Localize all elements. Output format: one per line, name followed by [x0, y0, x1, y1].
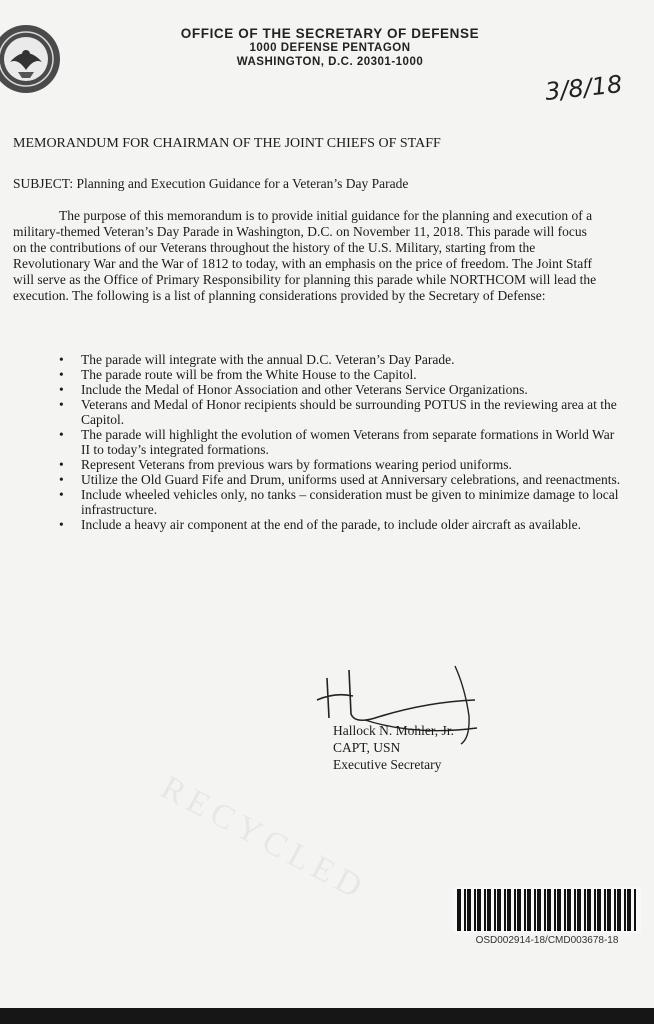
barcode-bar — [507, 889, 511, 931]
barcode-bar — [594, 889, 596, 931]
barcode-bar — [567, 889, 571, 931]
barcode-bar — [497, 889, 501, 931]
memo-recipient: MEMORANDUM FOR CHAIRMAN OF THE JOINT CHIEFS OF STAFF — [13, 136, 441, 151]
barcode-bar — [514, 889, 516, 931]
barcode-bar — [527, 889, 531, 931]
list-item: • The parade will integrate with the annual D.C. Veteran’s Day Parade. — [81, 352, 626, 367]
barcode-bar — [607, 889, 611, 931]
barcode-bar — [614, 889, 616, 931]
letterhead-address: 1000 DEFENSE PENTAGON — [249, 42, 411, 54]
recycled-watermark: RECYCLED — [154, 768, 374, 909]
letterhead — [120, 26, 540, 69]
barcode-bar — [564, 889, 566, 931]
barcode-bar — [534, 889, 536, 931]
barcode-bar — [484, 889, 486, 931]
signer-title: Executive Secretary — [333, 757, 442, 772]
letterhead-office: OFFICE OF THE SECRETARY OF DEFENSE — [180, 26, 480, 41]
bottom-bar — [0, 1008, 654, 1024]
barcode-bar — [474, 889, 476, 931]
planning-considerations-list — [81, 352, 626, 532]
list-item: • The parade route will be from the White House to the Capitol. — [81, 367, 626, 382]
barcode-text: OSD002914-18/CMD003678-18 — [475, 935, 619, 946]
signer-rank: CAPT, USN — [333, 740, 401, 755]
barcode-bar — [547, 889, 551, 931]
barcode-bar — [517, 889, 521, 931]
list-item: • The parade will highlight the evolution of women Veterans from separate formations in World War II to today’s integrated formations. — [81, 427, 626, 457]
barcode-bar — [457, 889, 461, 931]
barcode-bar — [544, 889, 546, 931]
barcode-bar — [634, 889, 636, 931]
barcode-bar — [554, 889, 556, 931]
barcode-bar — [537, 889, 541, 931]
barcode-bar — [604, 889, 606, 931]
memo-subject: SUBJECT: Planning and Execution Guidance for a Veteran’s Day Parade — [13, 176, 409, 191]
barcode-bar — [627, 889, 631, 931]
list-item: • Represent Veterans from previous wars by formations wearing period uniforms. — [81, 457, 626, 472]
letterhead-city: WASHINGTON, D.C. 20301-1000 — [236, 56, 424, 68]
barcode-bar — [504, 889, 506, 931]
handwritten-date: 3/8/18 — [543, 70, 624, 106]
barcode-bar — [464, 889, 466, 931]
list-item: • Veterans and Medal of Honor recipients should be surrounding POTUS in the reviewing area at the Capitol. — [81, 397, 626, 427]
barcode-bar — [574, 889, 576, 931]
barcode-bar — [587, 889, 591, 931]
barcode-bar — [617, 889, 621, 931]
list-item: • Include a heavy air component at the end of the parade, to include older aircraft as available. — [81, 517, 626, 532]
list-item: • Include the Medal of Honor Association and other Veterans Service Organizations. — [81, 382, 626, 397]
barcode-bar — [584, 889, 586, 931]
barcode-bar — [477, 889, 481, 931]
barcode-bar — [487, 889, 491, 931]
signer-name: Hallock N. Mohler, Jr. — [333, 723, 454, 738]
barcode-bar — [624, 889, 626, 931]
barcode-bar — [557, 889, 561, 931]
barcode-bar — [524, 889, 526, 931]
barcode-bar — [494, 889, 496, 931]
barcode-bar — [467, 889, 471, 931]
barcode-bar — [597, 889, 601, 931]
dod-seal-icon — [0, 14, 66, 104]
list-item: • Utilize the Old Guard Fife and Drum, uniforms used at Anniversary celebrations, and reenactments. — [81, 472, 626, 487]
memo-body-paragraph: The purpose of this memorandum is to provide initial guidance for the planning and execution of a military-themed Veteran’s Day Parade in Washington, D.C. on November 11, 2018. This parade will focus on the contributions of our Veterans throughout the history of the U.S. Military, starting from the Revolutionary War and the War of 1812 to today, with an emphasis on the price of freedom. The Joint Staff will serve as the Office of Primary Responsibility for planning this parade while NORTHCOM will lead the execution. The following is a list of planning considerations provided by the Secretary of Defense: — [13, 208, 597, 303]
list-item: • Include wheeled vehicles only, no tanks – consideration must be given to minimize damage to local infrastructure. — [81, 487, 626, 517]
signature-block — [333, 722, 454, 773]
barcode-bar — [577, 889, 581, 931]
barcode — [453, 887, 641, 933]
